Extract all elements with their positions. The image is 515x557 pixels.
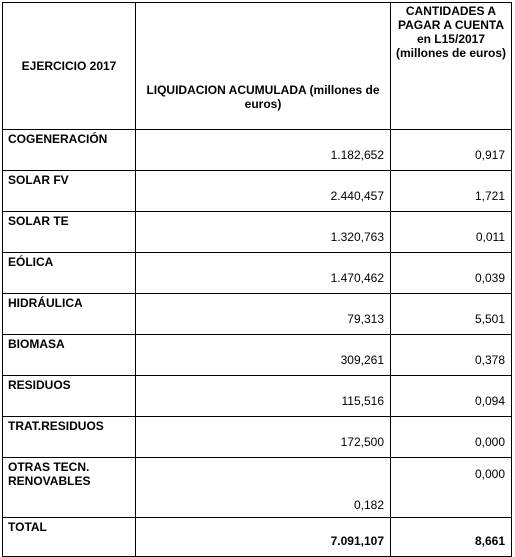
row-cantidades: 0,094: [391, 376, 512, 417]
total-liquidacion: 7.091,107: [136, 518, 391, 557]
row-liquidacion: 115,516: [136, 376, 391, 417]
liquidation-table: [2, 2, 512, 557]
row-name: COGENERACIÓN: [3, 130, 136, 171]
row-cantidades: 0,011: [391, 212, 512, 253]
header-row: [3, 3, 512, 130]
row-cantidades: 5,501: [391, 294, 512, 335]
row-liquidacion: 1.182,652: [136, 130, 391, 171]
row-name: EÓLICA: [3, 253, 136, 294]
row-name: SOLAR FV: [3, 171, 136, 212]
row-name: TRAT.RESIDUOS: [3, 417, 136, 458]
table-row: [3, 253, 512, 294]
row-liquidacion: 0,182: [136, 458, 391, 518]
row-name: OTRAS TECN. RENOVABLES: [3, 458, 136, 518]
row-cantidades: 0,917: [391, 130, 512, 171]
row-name: BIOMASA: [3, 335, 136, 376]
total-row: [3, 518, 512, 557]
header-liquidacion: LIQUIDACION ACUMULADA (millones de euros): [136, 3, 391, 130]
header-ejercicio: EJERCICIO 2017: [3, 3, 136, 130]
table-row: [3, 294, 512, 335]
row-name: SOLAR TE: [3, 212, 136, 253]
row-liquidacion: 2.440,457: [136, 171, 391, 212]
header-cantidades: CANTIDADES A PAGAR A CUENTA en L15/2017 (millones de euros): [391, 3, 512, 130]
row-name: RESIDUOS: [3, 376, 136, 417]
table-row: [3, 171, 512, 212]
row-liquidacion: 172,500: [136, 417, 391, 458]
table-row: [3, 130, 512, 171]
row-liquidacion: 1.470,462: [136, 253, 391, 294]
table-row: [3, 376, 512, 417]
row-cantidades: 0,000: [391, 458, 512, 518]
total-cantidades: 8,661: [391, 518, 512, 557]
total-label: TOTAL: [3, 518, 136, 557]
table-row: [3, 335, 512, 376]
table-row: [3, 417, 512, 458]
table-row: [3, 458, 512, 518]
row-liquidacion: 1.320,763: [136, 212, 391, 253]
row-name: HIDRÁULICA: [3, 294, 136, 335]
table-row: [3, 212, 512, 253]
row-cantidades: 0,039: [391, 253, 512, 294]
row-liquidacion: 309,261: [136, 335, 391, 376]
row-cantidades: 1,721: [391, 171, 512, 212]
row-cantidades: 0,000: [391, 417, 512, 458]
row-liquidacion: 79,313: [136, 294, 391, 335]
row-cantidades: 0,378: [391, 335, 512, 376]
